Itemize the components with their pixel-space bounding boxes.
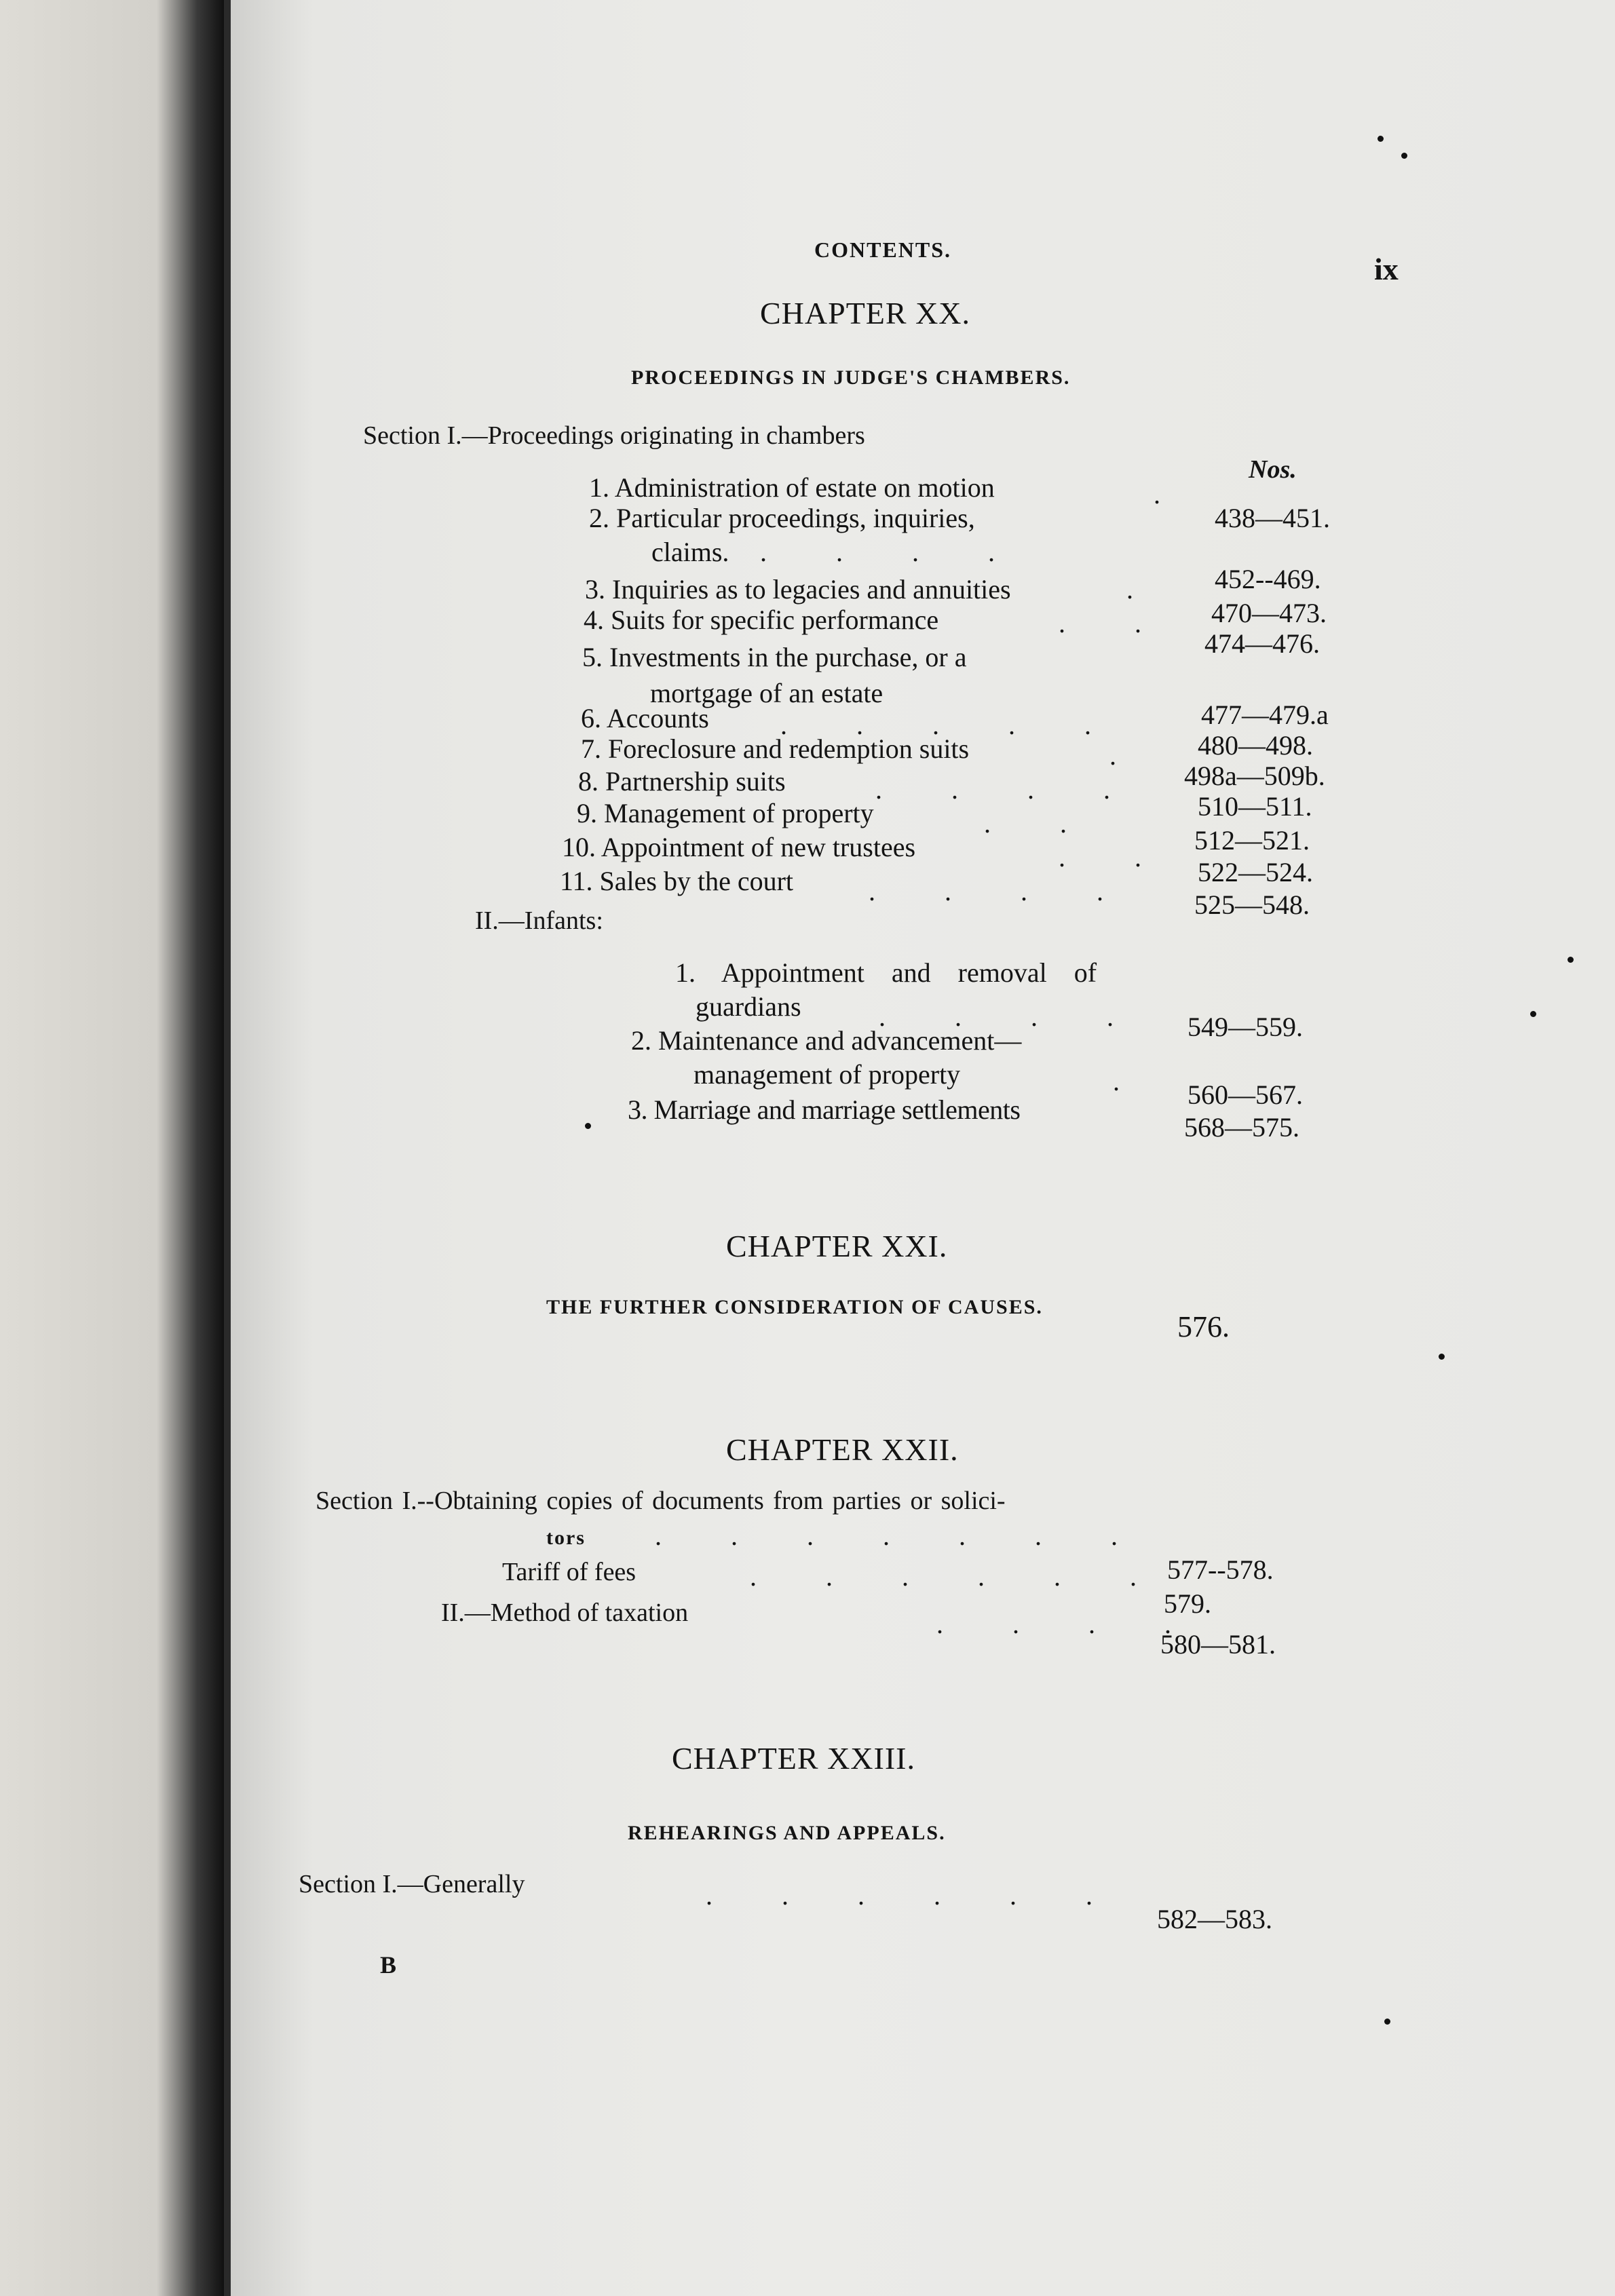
leader-dots: . . [1059, 608, 1173, 638]
leader-dots: . . . . [875, 774, 1141, 805]
toc-entry-label: 2. Particular proceedings, inquiries, [589, 503, 975, 533]
ink-speck [1384, 2018, 1390, 2025]
ink-speck [1401, 153, 1407, 159]
ink-speck [1568, 957, 1574, 963]
ink-speck [1530, 1011, 1536, 1017]
toc-entry-numbers: 510—511. [1198, 791, 1312, 822]
nos-label: Nos. [1249, 455, 1297, 484]
toc-entry-numbers: 438—451. [1215, 503, 1330, 533]
toc-entry-label: 11. Sales by the court [560, 866, 794, 896]
section-1-heading: Section I.—Proceedings originating in chambers [363, 421, 865, 450]
toc-entry-label: 1. Appointment and removal of [675, 957, 1097, 988]
toc-entry-label: 7. Foreclosure and redemption suits [581, 733, 970, 764]
toc-entry-numbers: 560—567. [1188, 1079, 1303, 1110]
leader-dots: . . . . . . [706, 1880, 1124, 1911]
toc-entry-label: 8. Partnership suits [578, 766, 786, 797]
toc-entry-numbers: 452--469. [1215, 564, 1321, 594]
toc-entry-continuation: mortgage of an estate [650, 678, 884, 708]
leader-dots: . [1154, 479, 1192, 510]
book-page [231, 0, 1615, 2296]
ink-speck [1439, 1354, 1445, 1360]
leader-dots: . . . . . . [750, 1561, 1168, 1592]
leader-dots: . . . . . . . [655, 1520, 1149, 1551]
toc-entry-numbers: 512—521. [1194, 825, 1310, 856]
toc-entry-numbers: 525—548. [1194, 889, 1310, 920]
leader-dots: . . . . [936, 1609, 1202, 1639]
signature-mark: B [380, 1951, 397, 1978]
leader-dots: . [1113, 1066, 1151, 1096]
toc-entry-numbers: 474—476. [1204, 628, 1320, 659]
toc-entry-numbers: 480—498. [1198, 730, 1313, 761]
toc-entry-numbers: 498a—509b. [1184, 761, 1325, 791]
toc-entry-numbers: 579. [1164, 1588, 1211, 1619]
leader-dots: . . . . [879, 1001, 1145, 1032]
section-1-continuation: tors [546, 1527, 586, 1549]
toc-entry-numbers: 470—473. [1211, 598, 1327, 628]
chapter-20-subtitle: PROCEEDINGS IN JUDGE'S CHAMBERS. [631, 366, 1071, 389]
chapter-23-heading: CHAPTER XXIII. [672, 1741, 915, 1776]
section-1-heading: Section I.—Generally [299, 1870, 525, 1898]
chapter-21-subtitle: THE FURTHER CONSIDERATION OF CAUSES. [546, 1296, 1043, 1318]
toc-entry-numbers: 522—524. [1198, 857, 1313, 887]
toc-entry-label: 3. Inquiries as to legacies and annuities [585, 574, 1011, 605]
toc-entry-numbers: 580—581. [1160, 1629, 1276, 1660]
leader-dots: . . [1059, 842, 1173, 873]
chapter-23-subtitle: REHEARINGS AND APPEALS. [628, 1822, 946, 1844]
leader-dots: . . . . [869, 876, 1135, 906]
toc-entry-label: 2. Maintenance and advancement— [631, 1025, 1022, 1056]
section-2-heading: II.—Infants: [475, 906, 603, 935]
leader-dots: . [1126, 574, 1164, 605]
toc-entry-numbers: 477—479.a [1201, 700, 1329, 730]
toc-entry-continuation: claims. [651, 537, 729, 567]
toc-entry-label: 3. Marriage and marriage settlements [628, 1094, 1021, 1125]
toc-entry-numbers: 568—575. [1184, 1112, 1299, 1143]
toc-entry-numbers: 576. [1177, 1310, 1230, 1343]
chapter-22-heading: CHAPTER XXII. [726, 1432, 959, 1467]
toc-entry-label: 10. Appointment of new trustees [562, 832, 916, 862]
leader-dots: . . . . [760, 537, 1026, 567]
leader-dots: . . [984, 808, 1098, 839]
chapter-21-heading: CHAPTER XXI. [726, 1229, 948, 1263]
toc-entry-label: 6. Accounts [581, 703, 709, 733]
ink-speck [585, 1123, 591, 1129]
running-title: CONTENTS. [814, 237, 952, 262]
toc-entry-label: 5. Investments in the purchase, or a [582, 642, 967, 672]
ink-speck [1378, 136, 1384, 142]
toc-entry-label: 4. Suits for specific performance [584, 605, 939, 635]
section-2-heading: II.—Method of taxation [441, 1599, 689, 1627]
facing-page-edge [0, 0, 224, 2296]
leader-dots: . . . . . [780, 710, 1122, 740]
page-number: ix [1374, 252, 1399, 286]
toc-entry-continuation: management of property [694, 1059, 961, 1090]
toc-entry-label: 1. Administration of estate on motion [589, 472, 995, 503]
leader-dots: . [1109, 740, 1147, 771]
toc-entry-numbers: 582—583. [1157, 1904, 1272, 1934]
tariff-of-fees-label: Tariff of fees [502, 1558, 636, 1586]
toc-entry-numbers: 577--578. [1167, 1554, 1274, 1585]
toc-entry-numbers: 549—559. [1188, 1012, 1303, 1042]
toc-entry-continuation: guardians [696, 991, 801, 1022]
chapter-20-heading: CHAPTER XX. [760, 296, 971, 330]
toc-entry-label: 9. Management of property [577, 798, 874, 828]
section-1-heading: Section I.--Obtaining copies of documents from parties or solici- [316, 1487, 1006, 1515]
